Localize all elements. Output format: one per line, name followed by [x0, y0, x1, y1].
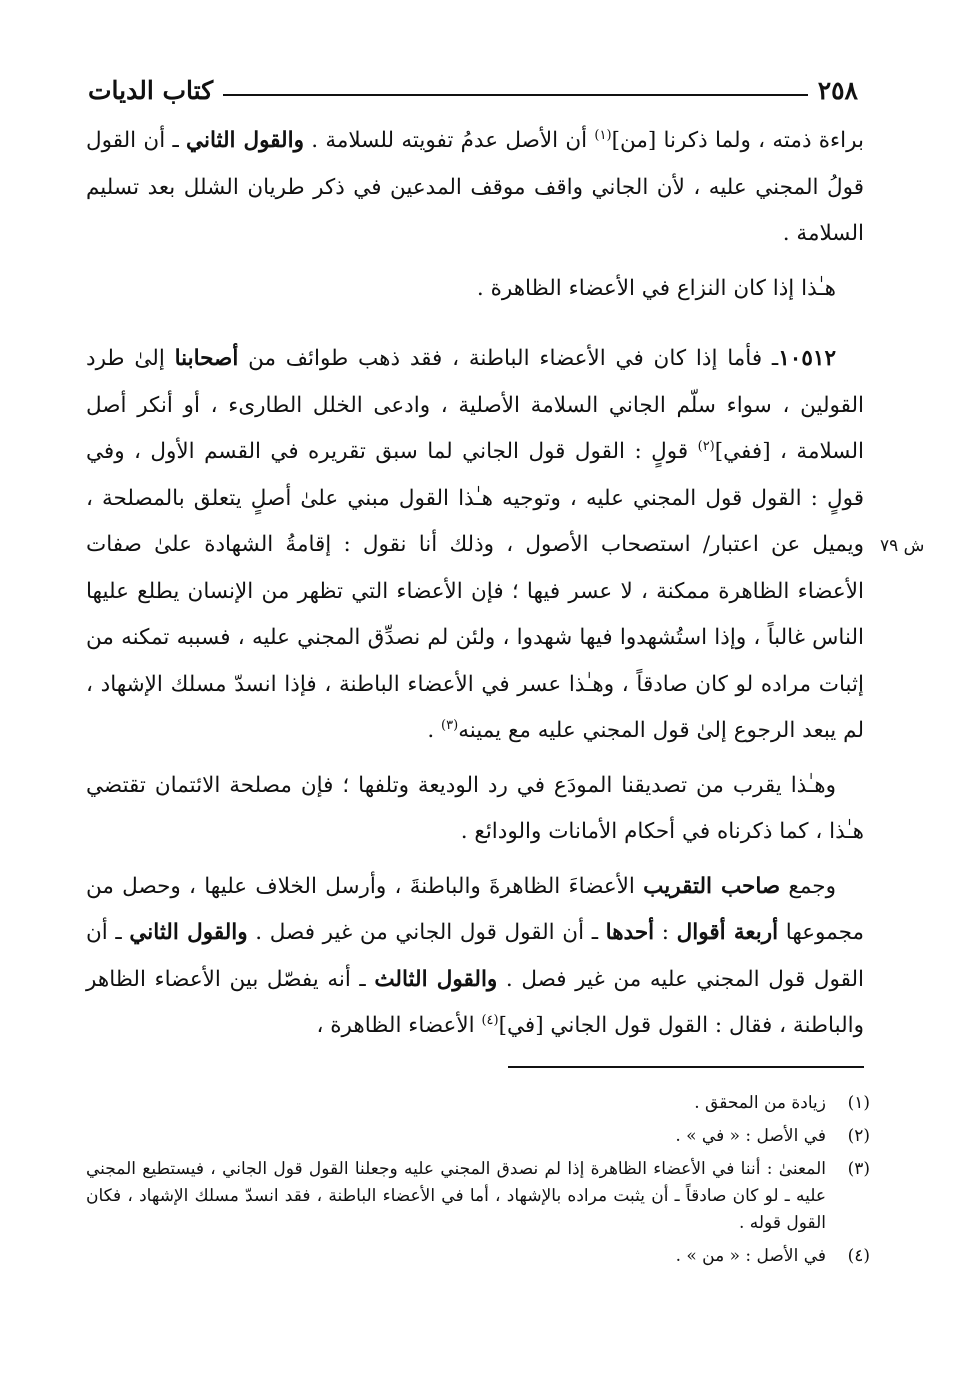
margin-manuscript-note: ش ٧٩ [880, 536, 925, 556]
text-run: الأعضاء الظاهرة ، [316, 1013, 482, 1038]
footnote-text: زيادة من المحقق . [694, 1093, 826, 1113]
page-header [88, 70, 858, 110]
footnote-3 [86, 1156, 870, 1237]
text-run: ـ أن القول قول المجني عليه من غير فصل . [86, 920, 864, 992]
footnote-2 [86, 1123, 870, 1150]
issue-number: ١٠٥١٢ [778, 346, 836, 371]
bold-term: والقول الثاني [129, 920, 248, 945]
text-run: براءة ذمته ، ولما ذكرنا [من] [611, 128, 864, 153]
text-run: هـٰذا إذا كان النزاع في الأعضاء الظاهرة . [476, 275, 836, 301]
book-title: كتاب الديات [88, 75, 214, 105]
main-text [86, 118, 864, 1050]
footnote-separator [508, 1066, 864, 1068]
footnotes [86, 1090, 870, 1276]
page-number: ٢٥٨ [817, 75, 858, 105]
text-run: . [427, 718, 442, 743]
text-run: وجمع [780, 873, 836, 899]
footnote-ref-2[interactable]: (٢) [697, 438, 715, 454]
text-run: إلىٰ طرد القولين ، سواء سلّم الجاني السلامة الأصلية ، وادعى الخلل الطارىء ، أو أنكر أصل السلامة ، [ففي] [86, 346, 864, 464]
footnote-number: (٢) [847, 1126, 870, 1146]
bold-term: والقول الثاني [186, 128, 304, 153]
footnote-number: (٣) [847, 1159, 870, 1179]
footnote-ref-3[interactable]: (٣) [441, 717, 459, 733]
text-run: ـ أن القول قول الجاني من غير فصل . [247, 920, 606, 945]
footnote-4 [86, 1243, 870, 1270]
paragraph-3 [86, 336, 864, 755]
bold-term: أربعة أقوال [676, 920, 779, 945]
paragraph-2 [86, 266, 864, 313]
bold-term: والقول الثالث [374, 966, 498, 992]
text-run: الأعضاءَ الظاهرةَ والباطنةَ ، وأرسل الخلاف عليها ، وحصل من مجموعها [86, 873, 864, 945]
footnote-1 [86, 1090, 870, 1117]
text-run: أن الأصل عدمُ تفويته للسلامة . [303, 128, 595, 153]
footnote-text: في الأصل : « من » . [675, 1246, 826, 1266]
header-rule [223, 94, 808, 96]
paragraph-4 [86, 763, 864, 856]
footnote-ref-4[interactable]: (٤) [481, 1012, 499, 1028]
text-run: وهـٰذا يقرب من تصديقنا المودَع في رد الوديعة وتلفها ؛ فإن مصلحة الائتمان تقتضي هـٰذا ، كما ذكرناه في أحكام الأمانات والودائع . [86, 772, 864, 844]
bold-term: صاحب التقريب [643, 873, 781, 899]
text-run: ـ أنه يفصّل بين الأعضاء الظاهر والباطنة ، فقال : القول قول الجاني [في] [86, 966, 864, 1038]
text-run: ـ فأما إذا كان في الأعضاء الباطنة ، فقد ذهب طوائف من [238, 346, 779, 371]
text-run: : [654, 920, 677, 945]
footnote-text: في الأصل : « في » . [675, 1126, 826, 1146]
footnote-number: (٤) [847, 1246, 870, 1266]
paragraph-5 [86, 864, 864, 1050]
footnote-number: (١) [847, 1093, 870, 1113]
footnote-text: المعنىٰ : أننا في الأعضاء الظاهرة إذا لم نصدق المجني عليه وجعلنا القول قول الجاني ، فيستطيع المجني عليه ـ لو كان صادقاً ـ أن يثبت مراده بالإشهاد ، أما في الأعضاء الباطنة ، فقد انسدّ مسلك الإشهاد ، فكان القول قوله . [86, 1159, 826, 1233]
text-run: ـ أن القول قولُ المجني عليه ، لأن الجاني واقف موقف المدعين في ذكر طريان الشلل بعد تسليم السلامة . [86, 128, 864, 246]
bold-term: أحدها [605, 920, 655, 945]
text-run: قولٍ : القول قول الجاني لما سبق تقريره في القسم الأول ، وفي قولٍ : القول قول المجني عليه ، وتوجيه هـٰذا القول مبني علىٰ أصلٍ يتعلق بالمصلحة ، ويميل عن اعتبار/ استصحاب الأصول ، وذلك أنا نقول : إقامةُ الشهادة علىٰ صفات الأعضاء الظاهرة ممكنة ، لا عسر فيها ؛ فإن الأعضاء التي تظهر من الإنسان يطلع عليها الناس غالباً ، وإذا استُشهدوا فيها شهدوا ، ولئن لم نصدِّق المجني عليه ، فسببه تمكنه من إثبات مراده لو كان صادقاً ، وهـٰذا عسر في الأعضاء الباطنة ، فإذا انسدّ مسلك الإشهاد ، لم يبعد الرجوع إلىٰ قول المجني عليه مع يمينه [86, 439, 864, 743]
paragraph-1 [86, 118, 864, 258]
footnote-ref-1[interactable]: (١) [594, 127, 612, 143]
bold-term: أصحابنا [174, 346, 239, 371]
